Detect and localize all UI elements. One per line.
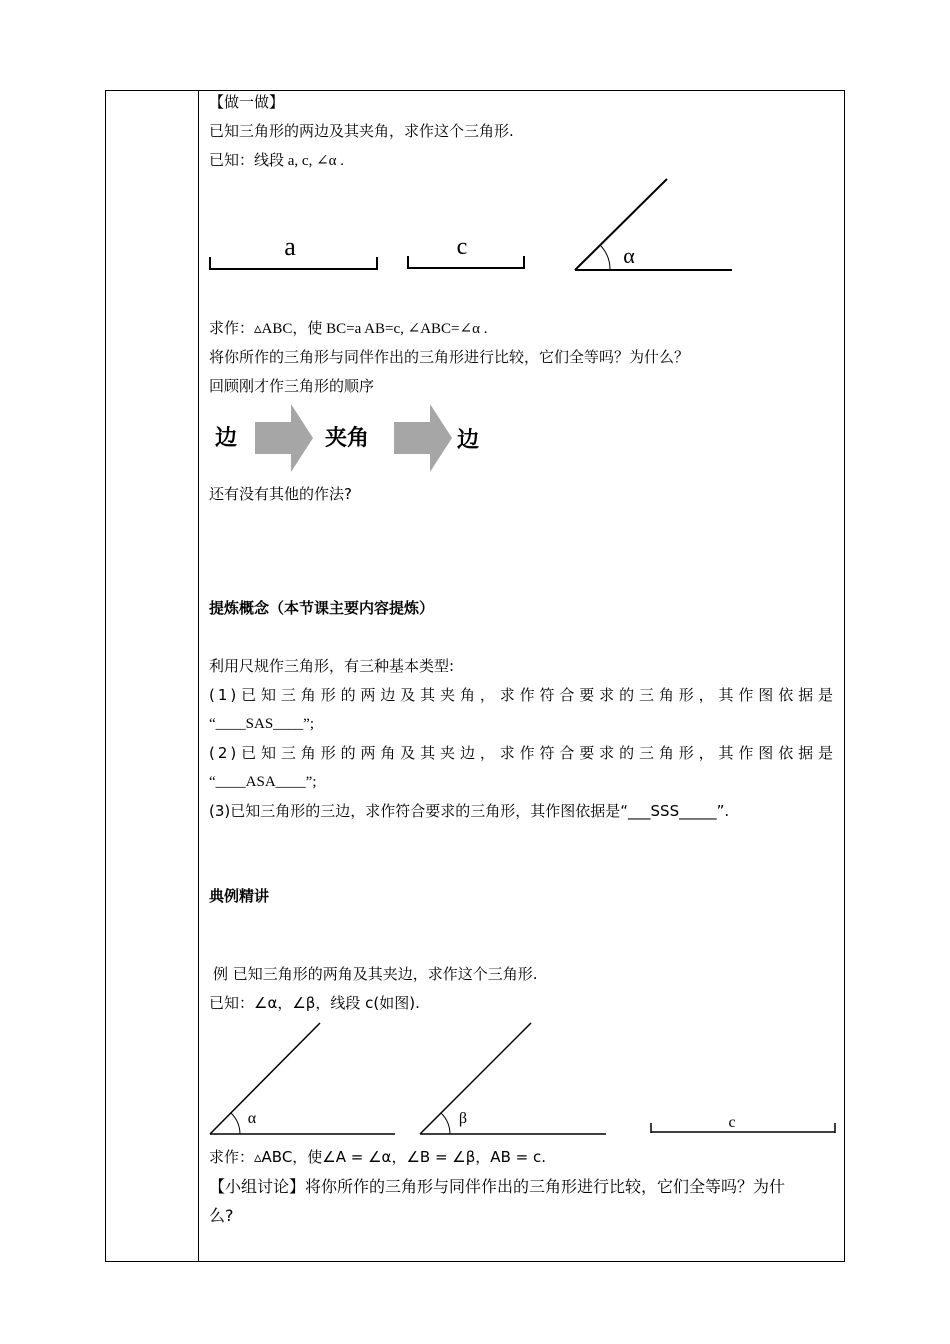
- require-line: [209, 318, 487, 339]
- angle-beta-label: β: [458, 1110, 468, 1127]
- angle-alpha-figure: [575, 179, 732, 270]
- group-discussion-cont: 么?: [209, 1206, 234, 1225]
- angle-alpha-figure: [210, 1023, 395, 1134]
- table-column-divider: [198, 90, 199, 1262]
- segment-c: [651, 1123, 835, 1133]
- section-heading-do-it: 【做一做】: [209, 93, 285, 111]
- flow-step-3: 边: [457, 428, 480, 453]
- require-prefix: 求作：: [209, 319, 255, 337]
- section-heading-examples: 典例精讲: [209, 887, 270, 905]
- concept-item-1: (1)已知三角形的两边及其夹角，求作符合要求的三角形，其作图依据是: [209, 686, 836, 704]
- review-text: 回顾刚才作三角形的顺序: [209, 377, 375, 395]
- task-text: 已知三角形的两边及其夹角，求作这个三角形.: [209, 122, 514, 140]
- flow-step-1: 边: [215, 426, 238, 451]
- given-figures-2: [200, 1015, 845, 1145]
- concept-item-2-answer: “____ASA____”;: [209, 774, 317, 790]
- flow-step-2: 夹角: [325, 426, 370, 451]
- given-prefix: 已知：线段: [209, 151, 285, 169]
- segment-a-label: a: [284, 232, 296, 261]
- concept-item-1-answer: “____SAS____”;: [209, 716, 314, 732]
- example-require: 求作：▵ABC，使∠A = ∠α，∠B = ∠β，AB = c.: [209, 1148, 546, 1166]
- angle-beta-figure: [420, 1023, 606, 1134]
- flow-arrow-icon: [394, 404, 454, 472]
- segment-c-label: c: [728, 1114, 736, 1131]
- require-text: ▵ABC，使 BC=a AB=c, ∠ABC=∠α .: [254, 321, 488, 337]
- angle-alpha-label: α: [623, 243, 635, 268]
- given-figures-1: [200, 170, 760, 280]
- angle-alpha-label: α: [247, 1110, 257, 1127]
- given-items: a, c, ∠α .: [284, 153, 345, 169]
- example-given: 已知：∠α，∠β，线段 c(如图).: [209, 994, 420, 1012]
- concept-item-2: (2)已知三角形的两角及其夹边，求作符合要求的三角形，其作图依据是: [209, 744, 836, 762]
- given-line: [209, 150, 344, 171]
- flow-arrow-icon: [255, 404, 315, 472]
- group-discussion: 【小组讨论】将你所作的三角形与同伴作出的三角形进行比较，它们全等吗？为什: [209, 1177, 786, 1196]
- concept-item-3: (3)已知三角形的三边，求作符合要求的三角形，其作图依据是“___SSS_____”.: [209, 802, 730, 820]
- section-heading-concepts: 提炼概念（本节课主要内容提炼）: [209, 599, 435, 617]
- compare-question: 将你所作的三角形与同伴作出的三角形进行比较，它们全等吗？为什么？: [209, 348, 690, 366]
- other-method-question: 还有没有其他的作法?: [209, 485, 352, 503]
- segment-c-label: c: [456, 234, 468, 260]
- construction-order-flow: [209, 404, 509, 472]
- example-statement: 例 已知三角形的两角及其夹边，求作这个三角形.: [213, 965, 538, 983]
- concepts-intro: 利用尺规作三角形，有三种基本类型:: [209, 657, 455, 675]
